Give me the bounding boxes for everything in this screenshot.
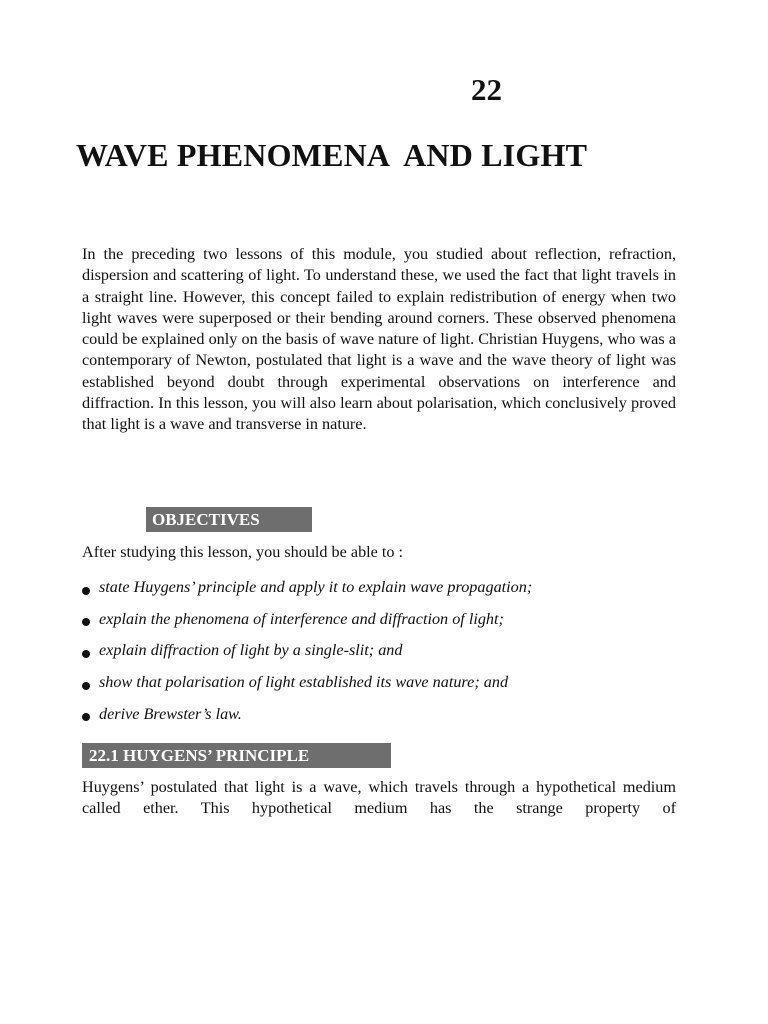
list-item — [82, 604, 682, 636]
list-item — [82, 635, 682, 667]
objective-text: derive Brewster’s law. — [99, 704, 242, 723]
objective-text: explain the phenomena of interference and diffraction of light; — [99, 609, 504, 628]
intro-paragraph: In the preceding two lessons of this module, you studied about reflection, refraction, dispersion and scattering of light. To understand these, we used the fact that light travels in a straight line. However, this concept failed to explain redistribution of energy when two light waves were superposed or their bending around corners. These observed phenomena could be explained only on the basis of wave nature of light. Christian Huygens, who was a contemporary of Newton, postulated that light is a wave and the wave theory of light was established beyond doubt through experimental observations on interference and diffraction. In this lesson, you will also learn about polarisation, which conclusively proved that light is a wave and transverse in nature. — [82, 245, 676, 434]
list-item — [82, 667, 682, 699]
section-body: Huygens’ postulated that light is a wave, which travels through a hypothetical medium called ether. This hypothetical medium has the strange property of — [82, 778, 676, 818]
section-heading: 22.1 HUYGENS’ PRINCIPLE — [82, 743, 391, 768]
objective-text: explain diffraction of light by a single-slit; and — [99, 641, 403, 660]
chapter-number: 22 — [471, 72, 502, 107]
list-item — [82, 572, 682, 604]
objective-text: state Huygens’ principle and apply it to explain wave propagation; — [99, 578, 533, 597]
objectives-list — [82, 572, 682, 730]
chapter-title: WAVE PHENOMENA AND LIGHT — [76, 137, 588, 173]
objectives-lead: After studying this lesson, you should be able to : — [82, 543, 404, 561]
objective-text: show that polarisation of light established its wave nature; and — [99, 673, 509, 692]
bullet-icon — [82, 682, 90, 690]
bullet-icon — [82, 618, 90, 626]
bullet-icon — [82, 713, 90, 721]
bullet-icon — [82, 587, 90, 595]
bullet-icon — [82, 650, 90, 658]
objectives-heading: OBJECTIVES — [146, 507, 312, 532]
list-item — [82, 698, 682, 730]
